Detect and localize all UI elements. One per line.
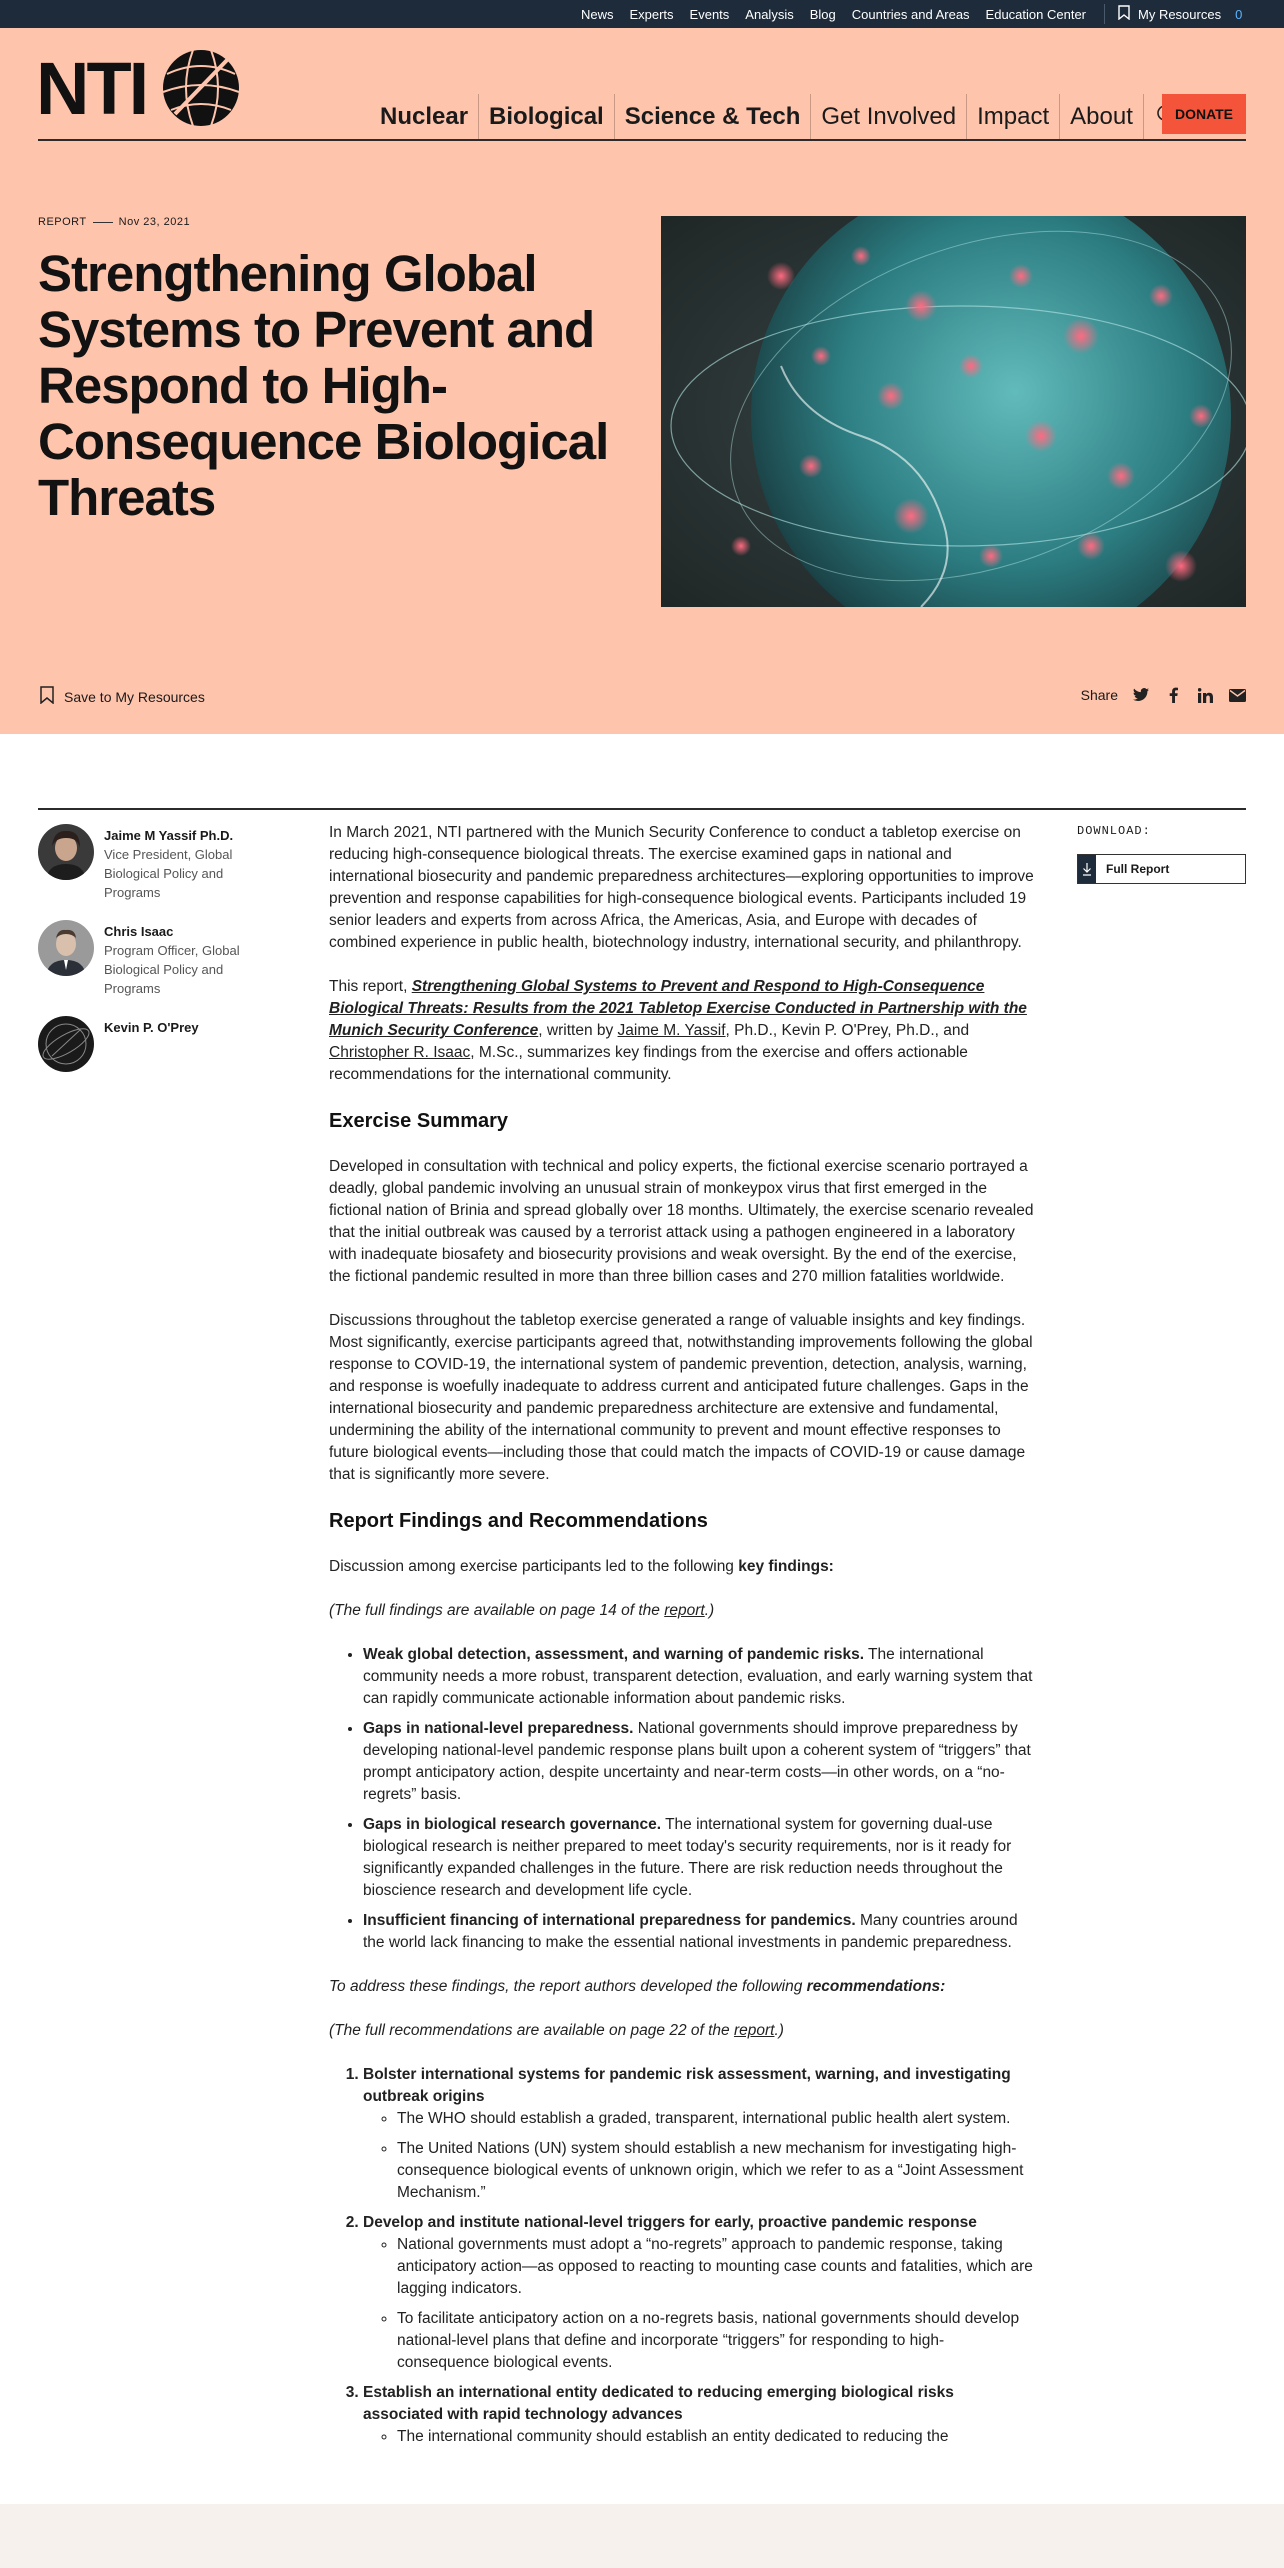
- recommendation-title: Develop and institute national-level triggers for early, proactive pandemic response: [363, 2214, 977, 2231]
- sub-list: [363, 2234, 1034, 2374]
- exercise-summary-heading: Exercise Summary: [329, 1110, 509, 1132]
- intro-paragraph: In March 2021, NTI partnered with the Munich Security Conference to conduct a tabletop exercise on reducing high-consequence biological threats. The exercise examined gaps in national and international biosecurity and pandemic preparedness architectures—exploring opportunities to improve prevention and response capabilities for high-consequence biological events. Participants included 19 senior leaders and experts from across Africa, the Americas, Asia, and Europe with decades of combined experience in public health, biotechnology industry, international security, and philanthropy.: [329, 824, 1034, 951]
- share-label: Share: [1080, 687, 1118, 703]
- list-item: [363, 2382, 1034, 2448]
- nav-nuclear[interactable]: Nuclear: [380, 103, 469, 130]
- meta-dash: [93, 222, 113, 223]
- finding-title: Weak global detection, assessment, and warning of pandemic risks.: [363, 1646, 865, 1663]
- utility-link-experts[interactable]: Experts: [629, 6, 674, 22]
- finding-title: Gaps in biological research governance.: [363, 1816, 662, 1833]
- report-text: , M.Sc., summarizes key findings from the exercise and offers actionable recommendations for the international community.: [329, 1044, 968, 1083]
- my-resources-count: 0: [1235, 6, 1243, 22]
- list-item: [363, 1644, 1034, 1710]
- finding-title: Gaps in national-level preparedness.: [363, 1720, 634, 1737]
- finding-text: National governments should improve preparedness by developing national-level pandemic response plans built upon a coherent system of “triggers” that prompt anticipatory action, despite uncertainty and near-term costs—in other words, on a “no-regrets” basis.: [363, 1720, 1031, 1803]
- avatar: [38, 920, 94, 976]
- summary-paragraph: Developed in consultation with technical and policy experts, the fictional exercise scenario portrayed a deadly, global pandemic involving an unusual strain of monkeypox virus that first emerged in the fictional nation of Brinia and spread globally over 18 months. Ultimately, the exercise scenario revealed that the initial outbreak was caused by a terrorist attack using a pathogen engineered in a laboratory with inadequate biosafety and biosecurity provisions and weak oversight. By the end of the exercise, the fictional pandemic resulted in more than three billion cases and 270 million fatalities worldwide.: [329, 1158, 1034, 1285]
- list-item: [363, 2064, 1034, 2204]
- finding-text: The international community needs a more robust, transparent detection, evaluation, and early warning system that can rapidly communicate actionable information about pandemic risks.: [363, 1646, 1033, 1707]
- recommendation-title: Bolster international systems for pandemic risk assessment, warning, and investigating outbreak origins: [363, 2066, 1011, 2105]
- utility-links: [565, 0, 1086, 28]
- save-label: Save to My Resources: [64, 688, 205, 705]
- list-item: [363, 2212, 1034, 2374]
- note-text: (The full recommendations are available on page 22 of the: [329, 2022, 734, 2039]
- globe-logo-icon: [163, 50, 239, 126]
- download-panel: [1077, 824, 1246, 884]
- cookie-banner-overlay: [0, 2504, 1284, 2568]
- utility-link-education[interactable]: Education Center: [985, 6, 1086, 22]
- list-item: ◦ National governments must adopt a “no-regrets” approach to pandemic response, taking anticipatory action—as opposed to reacting to mounting case counts and fatalities, which are lagging indicators.: [397, 2234, 1034, 2300]
- report-paragraph: [329, 976, 1034, 1086]
- save-to-resources-button[interactable]: [40, 686, 205, 707]
- author-name: Jaime M Yassif Ph.D.: [104, 828, 234, 843]
- nav-get-involved[interactable]: Get Involved: [810, 94, 966, 140]
- findings-lead-bold: key findings:: [738, 1558, 834, 1575]
- donate-button[interactable]: DONATE: [1162, 94, 1246, 134]
- findings-list: [329, 1644, 1034, 1954]
- full-report-download-button[interactable]: [1077, 854, 1246, 884]
- linkedin-icon[interactable]: [1196, 686, 1214, 704]
- download-label: DOWNLOAD:: [1077, 824, 1151, 838]
- findings-lead: [329, 1556, 1034, 1578]
- sub-list: [363, 2426, 1034, 2448]
- bookmark-icon: [1118, 5, 1130, 23]
- note-text: .): [704, 1602, 715, 1619]
- article-meta: [38, 216, 190, 228]
- email-icon[interactable]: [1228, 686, 1246, 704]
- list-item: ◦ To facilitate anticipatory action on a no-regrets basis, national governments should develop national-level plans that define and incorporate “triggers” for responding to high-consequence biological events.: [397, 2308, 1034, 2374]
- author-list: [38, 824, 268, 1090]
- list-item: ◦ The international community should establish an entity dedicated to reducing the: [397, 2426, 1034, 2448]
- avatar: [38, 1016, 94, 1072]
- finding-text: The international system for governing dual-use biological research is neither prepared to meet today's security requirements, nor is it ready for significantly expanded challenges in the future. There are risk reduction needs throughout the bioscience research and development life cycle.: [363, 1816, 1012, 1899]
- article-body: [329, 822, 1034, 2456]
- author-card[interactable]: [38, 824, 268, 902]
- nti-logo[interactable]: [36, 44, 242, 126]
- list-item: ◦ The United Nations (UN) system should establish a new mechanism for investigating high-consequence biological events of unknown origin, which we refer to as a “Joint Assessment Mechanism.”: [397, 2138, 1034, 2204]
- author-card[interactable]: [38, 920, 268, 998]
- note-text: .): [774, 2022, 784, 2039]
- recommendations-list: [329, 2064, 1034, 2448]
- author-link-isaac[interactable]: Christopher R. Isaac: [329, 1044, 471, 1061]
- page-title: Strengthening Global Systems to Prevent and Respond to High-Consequence Biological Threats: [38, 245, 609, 526]
- avatar: [38, 824, 94, 880]
- recommendations-lead: [329, 1976, 1034, 1998]
- list-item: ◦ The WHO should establish a graded, transparent, international public health alert system.: [397, 2108, 1034, 2130]
- my-resources-link[interactable]: [1118, 0, 1242, 28]
- report-link[interactable]: report: [733, 2022, 775, 2039]
- report-link[interactable]: report: [664, 1602, 705, 1619]
- author-role: Vice President, Global Biological Policy and Programs: [104, 847, 233, 900]
- report-text: , written by: [538, 1022, 618, 1039]
- utility-link-blog[interactable]: Blog: [809, 6, 836, 22]
- logo-text: NTI: [36, 47, 147, 126]
- author-link-yassif[interactable]: Jaime M. Yassif: [617, 1022, 726, 1039]
- list-item: [363, 1910, 1034, 1954]
- recommendation-title: Establish an international entity dedicated to reducing emerging biological risks associated with rapid technology advances: [363, 2384, 954, 2423]
- list-item: [363, 1718, 1034, 1806]
- finding-text: Many countries around the world lack financing to make the essential national investments in pandemic preparedness.: [363, 1912, 1018, 1951]
- nav-impact[interactable]: Impact: [966, 94, 1059, 140]
- hero: [0, 28, 1284, 734]
- utility-link-news[interactable]: News: [580, 6, 614, 22]
- note-text: (The full findings are available on page 14 of the: [329, 1602, 665, 1619]
- author-role: Program Officer, Global Biological Policy and Programs: [104, 943, 240, 996]
- full-report-label: Full Report: [1106, 862, 1170, 876]
- content-divider: [38, 808, 1246, 810]
- publish-date: Nov 23, 2021: [118, 216, 191, 228]
- findings-heading: Report Findings and Recommendations: [329, 1510, 708, 1532]
- list-item: [363, 1814, 1034, 1902]
- my-resources-label: My Resources: [1138, 6, 1222, 22]
- summary-paragraph: Discussions throughout the tabletop exercise generated a range of valuable insights and key findings. Most significantly, exercise participants agreed that, notwithstanding improvements following the global response to COVID-19, the international system of pandemic prevention, detection, analysis, warning, and response is woefully inadequate to address current and anticipated future challenges. Gaps in the international biosecurity and pandemic preparedness architecture are extensive and fundamental, undermining the ability of the international community to prevent and mount effective responses to future biological events—including those that could match the impacts of COVID-19 or cause damage that is significantly more severe.: [329, 1312, 1033, 1483]
- utility-link-events[interactable]: Events: [689, 6, 730, 22]
- content-type-label: REPORT: [38, 216, 87, 228]
- author-card[interactable]: [38, 1016, 268, 1072]
- author-name: Kevin P. O'Prey: [104, 1020, 199, 1035]
- report-text: , Ph.D., Kevin P. O'Prey, Ph.D., and: [725, 1022, 970, 1039]
- utility-link-analysis[interactable]: Analysis: [745, 6, 794, 22]
- twitter-icon[interactable]: [1132, 686, 1150, 704]
- recs-lead-text: To address these findings, the report authors developed the following: [329, 1978, 807, 1995]
- main-nav: [370, 94, 1190, 140]
- nav-biological[interactable]: Biological: [478, 94, 614, 140]
- download-icon: [1078, 855, 1096, 883]
- utility-link-countries[interactable]: Countries and Areas: [851, 6, 970, 22]
- findings-lead-text: Discussion among exercise participants led to the following: [329, 1558, 739, 1575]
- recommendations-note: [329, 2020, 1034, 2042]
- utility-bar: [0, 0, 1284, 28]
- author-name: Chris Isaac: [104, 924, 174, 939]
- hero-globe-image: [661, 216, 1246, 607]
- sub-list: [363, 2108, 1034, 2204]
- header-divider: [38, 139, 1246, 141]
- utility-divider: [1104, 4, 1105, 24]
- bookmark-icon: [40, 686, 54, 707]
- report-title-link[interactable]: Strengthening Global Systems to Prevent and Respond to High-Consequence Biological Threats: Results from the 2021 Tabletop Exercise Conducted in Partnership with the Munich Security Conference: [329, 978, 1027, 1039]
- report-text: This report,: [329, 978, 412, 995]
- share-bar: [1081, 686, 1246, 704]
- nav-science-tech[interactable]: Science & Tech: [614, 94, 811, 140]
- finding-title: Insufficient financing of international preparedness for pandemics.: [363, 1912, 856, 1929]
- recs-lead-bold: recommendations:: [806, 1978, 946, 1995]
- nav-about[interactable]: About: [1059, 94, 1143, 140]
- findings-note: [329, 1600, 1034, 1622]
- facebook-icon[interactable]: [1164, 686, 1182, 704]
